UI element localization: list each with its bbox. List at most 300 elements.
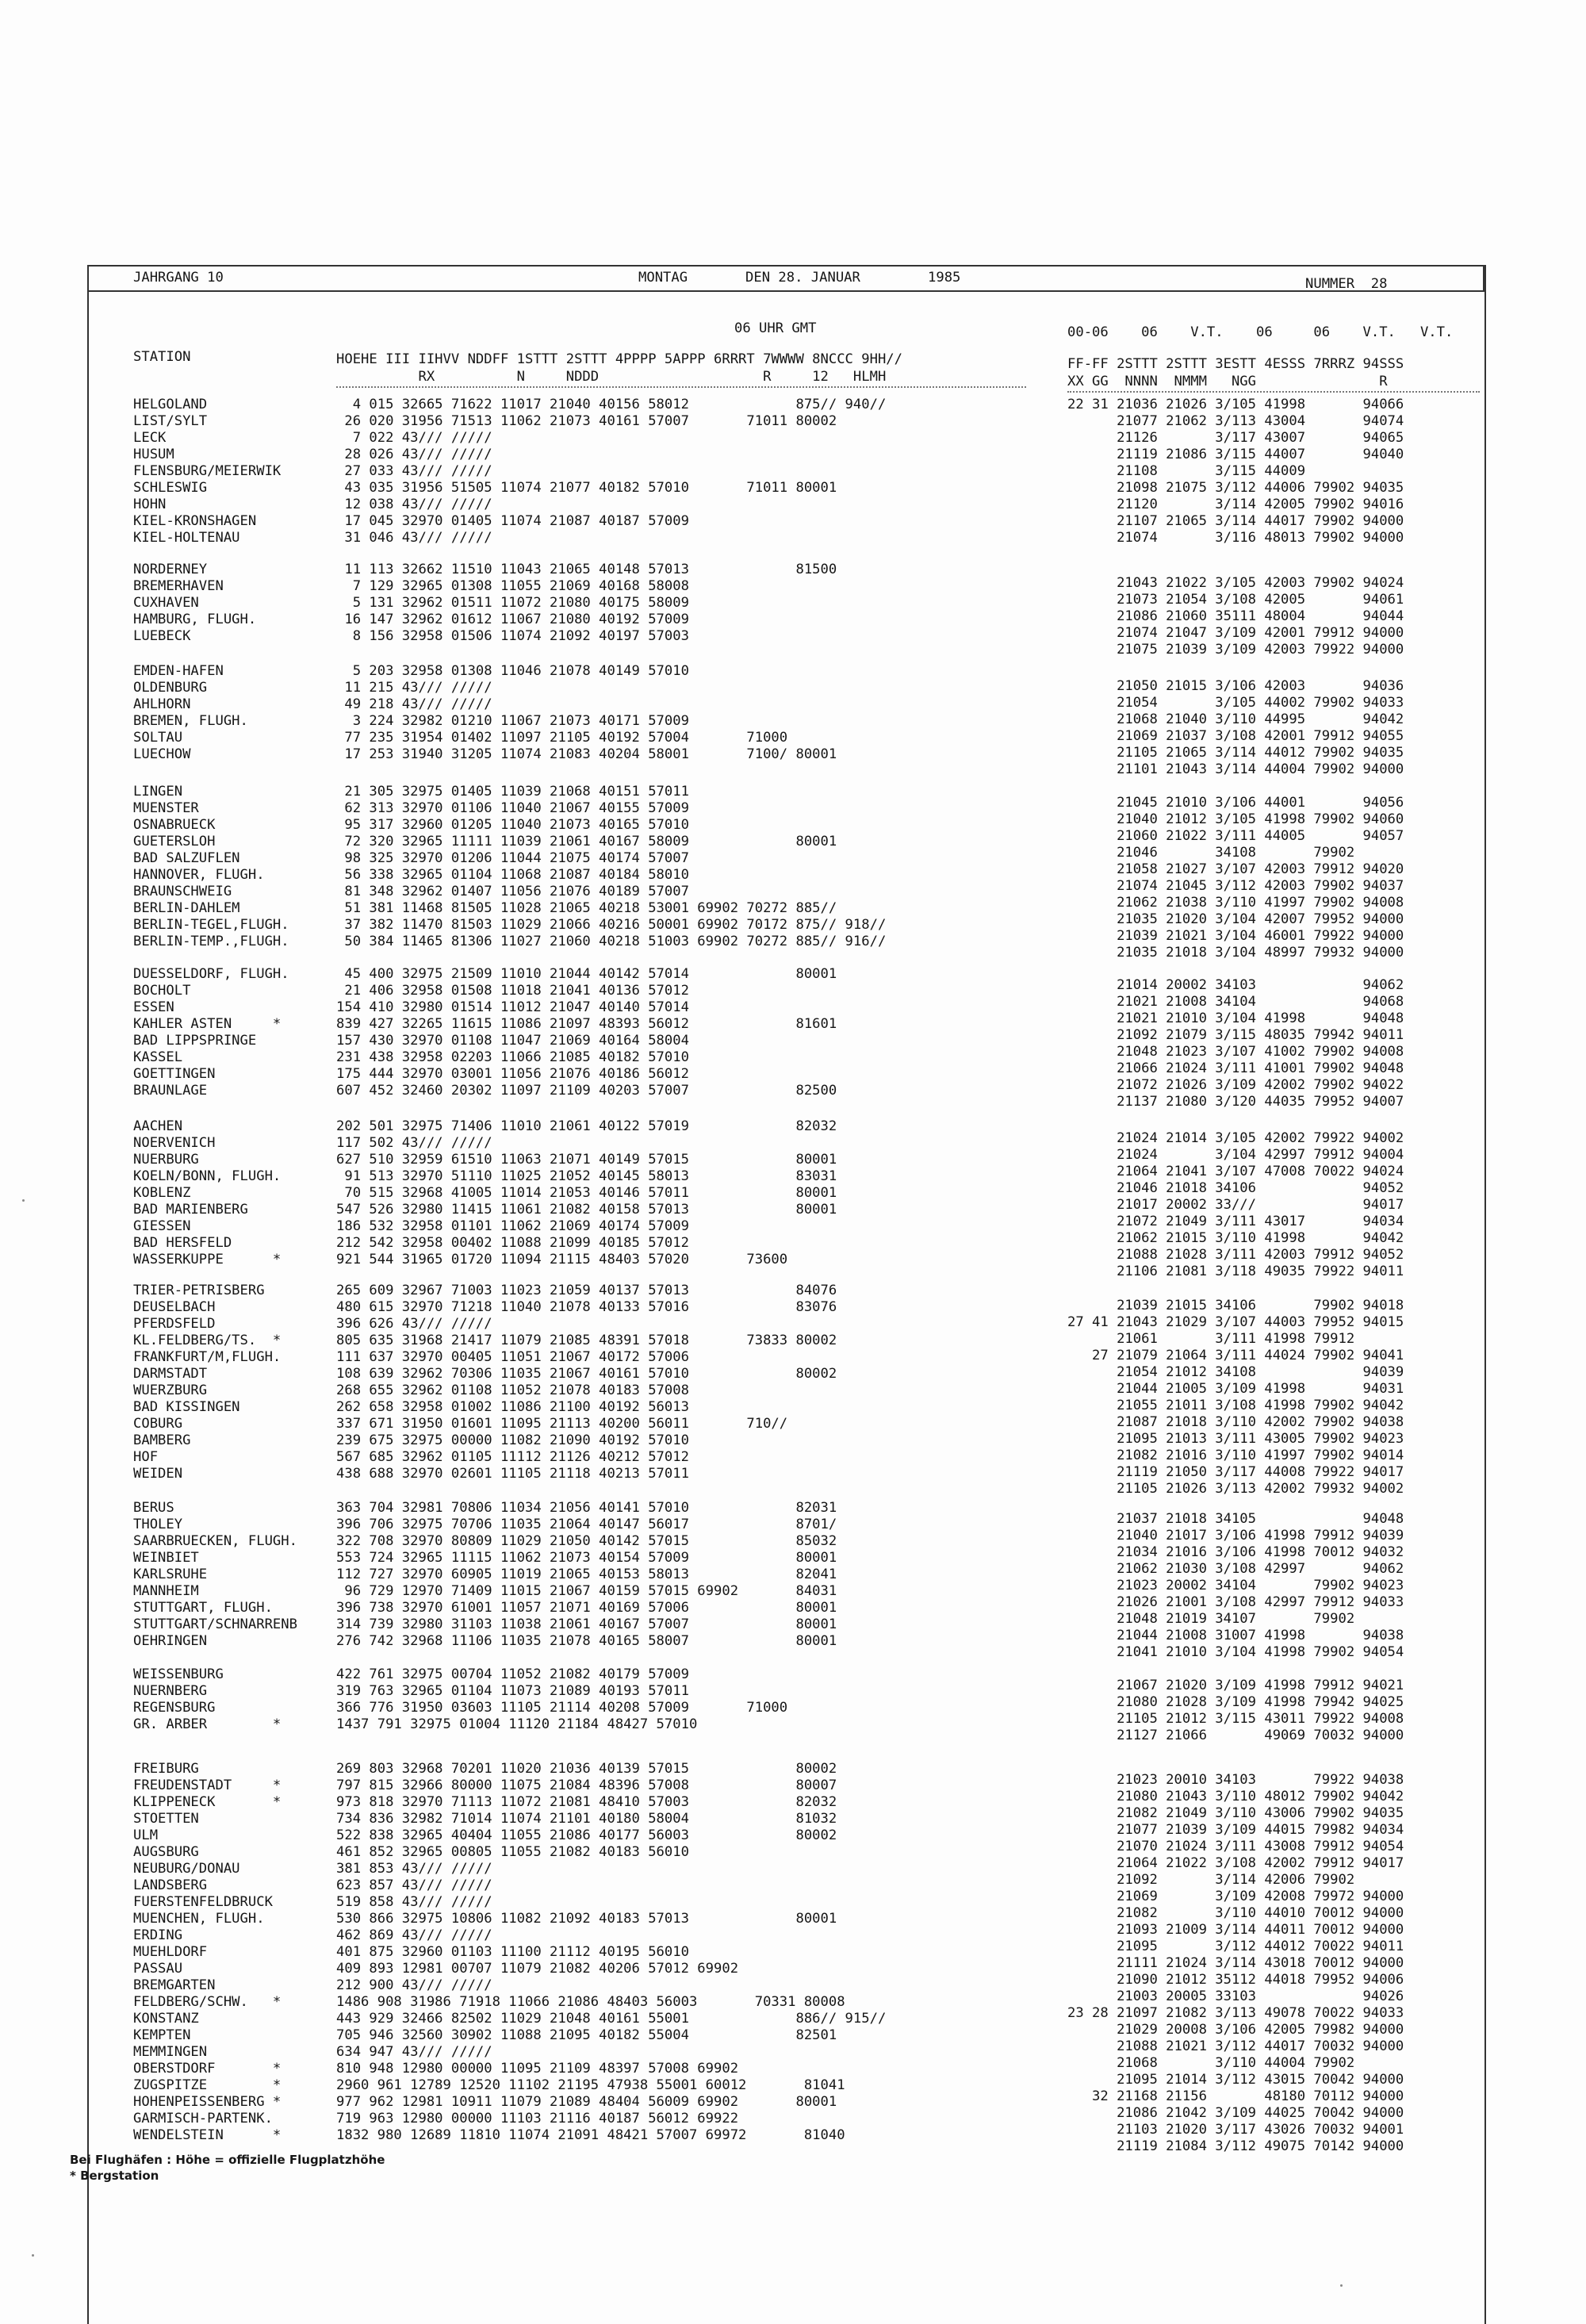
observation-row: 547 526 32980 11415 11061 21082 40158 57013 80001 <box>336 1202 837 1218</box>
observation-row: 634 947 43/// ///// <box>336 2044 492 2060</box>
summary-row: 21024 21014 3/105 42002 79922 94002 <box>1067 1130 1404 1146</box>
observation-row: 627 510 32959 61510 11063 21071 40149 57015 80001 <box>336 1152 837 1168</box>
observation-row: 28 026 43/// ///// <box>336 447 492 462</box>
summary-row: 21054 3/105 44002 79902 94033 <box>1067 695 1404 711</box>
summary-row: 21086 21060 35111 48004 94044 <box>1067 608 1404 624</box>
column-codes-left-2: RX N NDDD R 12 HLMH <box>336 369 887 385</box>
summary-row: 21092 21079 3/115 48035 79942 94011 <box>1067 1027 1404 1043</box>
observation-row: 231 438 32958 02203 11066 21085 40182 57010 <box>336 1049 689 1065</box>
station-name: OEHRINGEN <box>133 1633 208 1649</box>
station-name: BERUS <box>133 1500 174 1516</box>
summary-row: 21023 20002 34104 79902 94023 <box>1067 1578 1404 1593</box>
summary-row: 21082 3/110 44010 70012 94000 <box>1067 1905 1404 1921</box>
footnote-airport-height: Bei Flughäfen : Höhe = offizielle Flugplatzhöhe <box>70 2153 385 2167</box>
station-name: KARLSRUHE <box>133 1567 208 1582</box>
observation-row: 5 131 32962 01511 11072 21080 40175 58009 <box>336 595 689 611</box>
observation-row: 49 218 43/// ///// <box>336 696 492 712</box>
observation-row: 186 532 32958 01101 11062 21069 40174 57009 <box>336 1218 689 1234</box>
observation-row: 797 815 32966 80000 11075 21084 48396 57008 80007 <box>336 1778 837 1793</box>
station-name: GOETTINGEN <box>133 1066 216 1082</box>
station-name: BERLIN-TEGEL,FLUGH. <box>133 917 289 933</box>
station-name: FELDBERG/SCHW. * <box>133 1994 282 2010</box>
station-name: BAD LIPPSPRINGE <box>133 1033 257 1049</box>
observation-row: 567 685 32962 01105 11112 21126 40212 57012 <box>336 1449 689 1465</box>
summary-row: 21035 21020 3/104 42007 79952 94000 <box>1067 911 1404 927</box>
observation-row: 50 384 11465 81306 11027 21060 40218 51003 69902 70272 885// 916// <box>336 934 887 949</box>
observation-row: 175 444 32970 03001 11056 21076 40186 56012 <box>336 1066 689 1082</box>
summary-row: 21037 21018 34105 94048 <box>1067 1511 1404 1527</box>
summary-row: 21041 21010 3/104 41998 79902 94054 <box>1067 1644 1404 1660</box>
observation-row: 111 637 32970 00405 11051 21067 40172 57006 <box>336 1349 689 1365</box>
summary-row: 21064 21022 3/108 42002 79912 94017 <box>1067 1855 1404 1871</box>
observation-row: 95 317 32960 01205 11040 21073 40165 57010 <box>336 817 689 833</box>
station-name: MEMMINGEN <box>133 2044 208 2060</box>
summary-row: 21074 21047 3/109 42001 79912 94000 <box>1067 625 1404 641</box>
station-name: KLIPPENECK * <box>133 1794 282 1810</box>
summary-row: 21062 21015 3/110 41998 94042 <box>1067 1230 1404 1246</box>
summary-row: 21023 20010 34103 79922 94038 <box>1067 1772 1404 1788</box>
station-name: NOERVENICH <box>133 1135 216 1151</box>
observation-row: 396 626 43/// ///// <box>336 1316 492 1332</box>
station-name: LANDSBERG <box>133 1877 208 1893</box>
summary-row: 21105 21026 3/113 42002 79932 94002 <box>1067 1481 1404 1497</box>
summary-row: 21098 21075 3/112 44006 79902 94035 <box>1067 480 1404 496</box>
station-name: KIEL-HOLTENAU <box>133 530 240 546</box>
observation-row: 322 708 32970 80809 11029 21050 40142 57015 85032 <box>336 1533 837 1549</box>
summary-row: 21029 20008 3/106 42005 79982 94000 <box>1067 2022 1404 2038</box>
observation-row: 480 615 32970 71218 11040 21078 40133 57016 83076 <box>336 1299 837 1315</box>
observation-row: 337 671 31950 01601 11095 21113 40200 56011 710// <box>336 1416 788 1432</box>
station-name: STOETTEN <box>133 1811 199 1827</box>
summary-row: 21077 21062 3/113 43004 94074 <box>1067 413 1404 429</box>
observation-row: 314 739 32980 31103 11038 21061 40167 57007 80001 <box>336 1616 837 1632</box>
station-name: SCHLESWIG <box>133 480 208 496</box>
summary-row: 21106 21081 3/118 49035 79922 94011 <box>1067 1264 1404 1279</box>
station-name: DEUSELBACH <box>133 1299 216 1315</box>
observation-row: 157 430 32970 01108 11047 21069 40164 58004 <box>336 1033 689 1049</box>
summary-row: 27 41 21043 21029 3/107 44003 79952 94015 <box>1067 1314 1404 1330</box>
station-name: LUECHOW <box>133 746 191 762</box>
station-column-header: STATION <box>133 349 191 365</box>
station-name: HAMBURG, FLUGH. <box>133 612 257 627</box>
observation-row: 37 382 11470 81503 11029 21066 40216 50001 69902 70172 875// 918// <box>336 917 887 933</box>
station-name: BAD KISSINGEN <box>133 1399 240 1415</box>
station-name: NORDERNEY <box>133 562 208 577</box>
observation-row: 396 738 32970 61001 11057 21071 40169 57006 80001 <box>336 1600 837 1616</box>
summary-row: 21021 21008 34104 94068 <box>1067 994 1404 1010</box>
summary-row: 21026 21001 3/108 42997 79912 94033 <box>1067 1594 1404 1610</box>
station-name: AACHEN <box>133 1118 183 1134</box>
observation-row: 239 675 32975 00000 11082 21090 40192 57010 <box>336 1432 689 1448</box>
summary-row: 21058 21027 3/107 42003 79912 94020 <box>1067 861 1404 877</box>
observation-row: 112 727 32970 60905 11019 21065 40153 58013 82041 <box>336 1567 837 1582</box>
summary-row: 21064 21041 3/107 47008 70022 94024 <box>1067 1164 1404 1179</box>
station-name: GUETERSLOH <box>133 834 216 849</box>
station-name: NEUBURG/DONAU <box>133 1861 240 1877</box>
summary-row: 21048 21019 34107 79902 <box>1067 1611 1355 1627</box>
summary-row: 21087 21018 3/110 42002 79902 94038 <box>1067 1414 1404 1430</box>
summary-row: 21103 21020 3/117 43026 70032 94001 <box>1067 2122 1404 2138</box>
observation-row: 43 035 31956 51505 11074 21077 40182 57010 71011 80001 <box>336 480 837 496</box>
observation-row: 269 803 32968 70201 11020 21036 40139 57015 80002 <box>336 1761 837 1777</box>
station-name: MUENSTER <box>133 800 199 816</box>
summary-row: 21069 3/109 42008 79972 94000 <box>1067 1889 1404 1904</box>
observation-row: 262 658 32958 01002 11086 21100 40192 56013 <box>336 1399 689 1415</box>
station-name: ZUGSPITZE * <box>133 2077 282 2093</box>
observation-row: 27 033 43/// ///// <box>336 463 492 479</box>
summary-row: 21062 21038 3/110 41997 79902 94008 <box>1067 895 1404 911</box>
summary-row: 21137 21080 3/120 44035 79952 94007 <box>1067 1094 1404 1110</box>
observation-row: 719 963 12980 00000 11103 21116 40187 56012 69922 <box>336 2111 739 2126</box>
observation-row: 805 635 31968 21417 11079 21085 48391 57018 73833 80002 <box>336 1333 837 1348</box>
summary-row: 21088 21021 3/112 44017 70032 94000 <box>1067 2038 1404 2054</box>
summary-row: 27 21079 21064 3/111 44024 79902 94041 <box>1067 1348 1404 1363</box>
station-name: KEMPTEN <box>133 2027 191 2043</box>
summary-row: 21044 21005 3/109 41998 94031 <box>1067 1381 1404 1397</box>
observation-row: 51 381 11468 81505 11028 21065 40218 53001 69902 70272 885// <box>336 900 837 916</box>
summary-row: 21105 21012 3/115 43011 79922 94008 <box>1067 1711 1404 1727</box>
summary-row: 21068 3/110 44004 79902 <box>1067 2055 1355 2071</box>
station-name: KASSEL <box>133 1049 183 1065</box>
station-name: PFERDSFELD <box>133 1316 216 1332</box>
summary-row: 21046 21018 34106 94052 <box>1067 1180 1404 1196</box>
station-name: HELGOLAND <box>133 397 208 412</box>
station-name: BREMERHAVEN <box>133 578 224 594</box>
observation-row: 366 776 31950 03603 11105 21114 40208 57009 71000 <box>336 1700 788 1716</box>
summary-row: 21074 21045 3/112 42003 79902 94037 <box>1067 878 1404 894</box>
station-name: MANNHEIM <box>133 1583 199 1599</box>
summary-row: 21108 3/115 44009 <box>1067 463 1306 479</box>
station-name: EMDEN-HAFEN <box>133 663 224 679</box>
observation-row: 17 253 31940 31205 11074 21083 40204 58001 7100/ 80001 <box>336 746 837 762</box>
station-name: OLDENBURG <box>133 680 208 696</box>
station-name: AUGSBURG <box>133 1844 199 1860</box>
observation-row: 401 875 32960 01103 11100 21112 40195 56010 <box>336 1944 689 1960</box>
observation-row: 522 838 32965 40404 11055 21086 40177 56003 80002 <box>336 1827 837 1843</box>
station-name: KOELN/BONN, FLUGH. <box>133 1168 282 1184</box>
summary-row: 21040 21017 3/106 41998 79912 94039 <box>1067 1528 1404 1544</box>
station-name: LIST/SYLT <box>133 413 208 429</box>
column-codes-right-2: XX GG NNNN NMMM NGG R <box>1067 374 1388 389</box>
station-name: FREUDENSTADT * <box>133 1778 282 1793</box>
observation-row: 623 857 43/// ///// <box>336 1877 492 1893</box>
observation-row: 108 639 32962 70306 11035 21067 40161 57010 80002 <box>336 1366 837 1382</box>
station-name: WASSERKUPPE * <box>133 1252 282 1267</box>
station-name: GR. ARBER * <box>133 1716 282 1732</box>
observation-row: 2960 961 12789 12520 11102 21195 47938 55001 60012 81041 <box>336 2077 845 2093</box>
station-name: KAHLER ASTEN * <box>133 1016 282 1032</box>
observation-row: 530 866 32975 10806 11082 21092 40183 57013 80001 <box>336 1911 837 1927</box>
observation-row: 607 452 32460 20302 11097 21109 40203 57007 82500 <box>336 1083 837 1099</box>
header-rule-right <box>1067 391 1480 393</box>
observation-row: 438 688 32970 02601 11105 21118 40213 57011 <box>336 1466 689 1482</box>
station-name: WEIDEN <box>133 1466 183 1482</box>
station-name: BRAUNLAGE <box>133 1083 208 1099</box>
observation-row: 98 325 32970 01206 11044 21075 40174 57007 <box>336 850 689 866</box>
column-group-right: 00-06 06 V.T. 06 06 V.T. V.T. <box>1067 324 1454 340</box>
station-name: FREIBURG <box>133 1761 199 1777</box>
summary-row: 32 21168 21156 48180 70112 94000 <box>1067 2088 1404 2104</box>
station-name: GARMISCH-PARTENK. <box>133 2111 273 2126</box>
summary-row: 21067 21020 3/109 41998 79912 94021 <box>1067 1678 1404 1693</box>
observation-row: 839 427 32265 11615 11086 21097 48393 56012 81601 <box>336 1016 837 1032</box>
date-label: DEN 28. JANUAR <box>745 270 860 286</box>
observation-row: 1437 791 32975 01004 11120 21184 48427 57010 <box>336 1716 698 1732</box>
summary-row: 21073 21054 3/108 42005 94061 <box>1067 592 1404 608</box>
station-name: MUEHLDORF <box>133 1944 208 1960</box>
station-name: CUXHAVEN <box>133 595 199 611</box>
summary-row: 21066 21024 3/111 41001 79902 94048 <box>1067 1060 1404 1076</box>
summary-row: 21095 21013 3/111 43005 79902 94023 <box>1067 1431 1404 1447</box>
summary-row: 21072 21049 3/111 43017 94034 <box>1067 1214 1404 1229</box>
summary-row: 21119 21084 3/112 49075 70142 94000 <box>1067 2138 1404 2154</box>
observation-row: 70 515 32968 41005 11014 21053 40146 57011 80001 <box>336 1185 837 1201</box>
observation-row: 11 215 43/// ///// <box>336 680 492 696</box>
station-name: ERDING <box>133 1927 183 1943</box>
summary-row: 21111 21024 3/114 43018 70012 94000 <box>1067 1955 1404 1971</box>
station-name: KOBLENZ <box>133 1185 191 1201</box>
summary-row: 22 31 21036 21026 3/105 41998 94066 <box>1067 397 1404 412</box>
observation-row: 56 338 32965 01104 11068 21087 40184 58010 <box>336 867 689 883</box>
station-name: KL.FELDBERG/TS. * <box>133 1333 282 1348</box>
issue-number: NUMMER 28 <box>1305 276 1388 292</box>
observation-row: 4 015 32665 71622 11017 21040 40156 58012 875// 940// <box>336 397 887 412</box>
observation-row: 26 020 31956 71513 11062 21073 40161 57007 71011 80002 <box>336 413 837 429</box>
station-name: STUTTGART/SCHNARRENB <box>133 1616 297 1632</box>
observation-row: 553 724 32965 11115 11062 21073 40154 57009 80001 <box>336 1550 837 1566</box>
station-name: OSNABRUECK <box>133 817 216 833</box>
summary-row: 21017 20002 33/// 94017 <box>1067 1197 1404 1213</box>
observation-row: 461 852 32965 00805 11055 21082 40183 56010 <box>336 1844 689 1860</box>
observation-row: 31 046 43/// ///// <box>336 530 492 546</box>
station-name: ULM <box>133 1827 159 1843</box>
station-name: HOHENPEISSENBERG * <box>133 2094 282 2110</box>
station-name: WUERZBURG <box>133 1383 208 1398</box>
summary-row: 21088 21028 3/111 42003 79912 94052 <box>1067 1247 1404 1263</box>
observation-row: 77 235 31954 01402 11097 21105 40192 57004 71000 <box>336 730 788 746</box>
observation-row: 268 655 32962 01108 11052 21078 40183 57008 <box>336 1383 689 1398</box>
column-group-left: 06 UHR GMT <box>734 320 817 336</box>
summary-row: 21086 21042 3/109 44025 70042 94000 <box>1067 2105 1404 2121</box>
station-name: NUERNBERG <box>133 1683 208 1699</box>
observation-row: 154 410 32980 01514 11012 21047 40140 57014 <box>336 999 689 1015</box>
summary-row: 21127 21066 49069 70032 94000 <box>1067 1728 1404 1743</box>
summary-row: 21014 20002 34103 94062 <box>1067 977 1404 993</box>
station-name: AHLHORN <box>133 696 191 712</box>
station-name: BERLIN-TEMP.,FLUGH. <box>133 934 289 949</box>
observation-row: 1832 980 12689 11810 11074 21091 48421 57007 69972 81040 <box>336 2127 845 2143</box>
observation-row: 202 501 32975 71406 11010 21061 40122 57019 82032 <box>336 1118 837 1134</box>
observation-row: 81 348 32962 01407 11056 21076 40189 57007 <box>336 884 689 899</box>
station-name: BAD MARIENBERG <box>133 1202 248 1218</box>
station-name: ESSEN <box>133 999 174 1015</box>
station-name: BAD HERSFELD <box>133 1235 232 1251</box>
summary-row: 21072 21026 3/109 42002 79902 94022 <box>1067 1077 1404 1093</box>
observation-row: 45 400 32975 21509 11010 21044 40142 57014 80001 <box>336 966 837 982</box>
station-name: FRANKFURT/M,FLUGH. <box>133 1349 282 1365</box>
observation-row: 705 946 32560 30902 11088 21095 40182 55004 82501 <box>336 2027 837 2043</box>
station-name: KONSTANZ <box>133 2011 199 2027</box>
summary-row: 21093 21009 3/114 44011 70012 94000 <box>1067 1922 1404 1938</box>
station-name: BREMEN, FLUGH. <box>133 713 248 729</box>
summary-row: 21075 21039 3/109 42003 79922 94000 <box>1067 642 1404 658</box>
station-name: COBURG <box>133 1416 183 1432</box>
summary-row: 21069 21037 3/108 42001 79912 94055 <box>1067 728 1404 744</box>
station-name: THOLEY <box>133 1517 183 1532</box>
summary-row: 21092 3/114 42006 79902 <box>1067 1872 1355 1888</box>
summary-row: 21080 21043 3/110 48012 79902 94042 <box>1067 1789 1404 1804</box>
observation-row: 363 704 32981 70806 11034 21056 40141 57010 82031 <box>336 1500 837 1516</box>
summary-row: 21061 3/111 41998 79912 <box>1067 1331 1355 1347</box>
observation-row: 72 320 32965 11111 11039 21061 40167 58009 80001 <box>336 834 837 849</box>
summary-row: 21055 21011 3/108 41998 79902 94042 <box>1067 1398 1404 1413</box>
station-name: OBERSTDORF * <box>133 2061 282 2077</box>
summary-row: 21082 21049 3/110 43006 79902 94035 <box>1067 1805 1404 1821</box>
summary-row: 21044 21008 31007 41998 94038 <box>1067 1628 1404 1643</box>
station-name: BERLIN-DAHLEM <box>133 900 240 916</box>
observation-row: 96 729 12970 71409 11015 21067 40159 57015 69902 84031 <box>336 1583 837 1599</box>
station-name: HUSUM <box>133 447 174 462</box>
observation-row: 21 406 32958 01508 11018 21041 40136 57012 <box>336 983 689 999</box>
station-name: REGENSBURG <box>133 1700 216 1716</box>
summary-row: 21082 21016 3/110 41997 79902 94014 <box>1067 1448 1404 1463</box>
observation-row: 734 836 32982 71014 11074 21101 40180 58004 81032 <box>336 1811 837 1827</box>
station-name: SAARBRUECKEN, FLUGH. <box>133 1533 297 1549</box>
station-name: HOF <box>133 1449 159 1465</box>
summary-row: 21039 21021 3/104 46001 79922 94000 <box>1067 928 1404 944</box>
observation-row: 21 305 32975 01405 11039 21068 40151 57011 <box>336 784 689 800</box>
observation-row: 977 962 12981 10911 11079 21089 48404 56009 69902 80001 <box>336 2094 837 2110</box>
station-name: GIESSEN <box>133 1218 191 1234</box>
observation-row: 422 761 32975 00704 11052 21082 40179 57009 <box>336 1666 689 1682</box>
year-label: 1985 <box>928 270 961 286</box>
observation-row: 1486 908 31986 71918 11066 21086 48403 56003 70331 80008 <box>336 1994 845 2010</box>
station-name: WENDELSTEIN * <box>133 2127 282 2143</box>
summary-row: 21003 20005 33103 94026 <box>1067 1988 1404 2004</box>
column-codes-left-1: HOEHE III IIHVV NDDFF 1STTT 2STTT 4PPPP 5APPP 6RRRT 7WWWW 8NCCC 9HH// <box>336 351 902 367</box>
station-name: WEINBIET <box>133 1550 199 1566</box>
summary-row: 21074 3/116 48013 79902 94000 <box>1067 530 1404 546</box>
observation-row: 409 893 12981 00707 11079 21082 40206 57012 69902 <box>336 1961 739 1977</box>
footnote-mountain-station: * Bergstation <box>70 2169 159 2183</box>
scan-speck <box>22 1199 25 1202</box>
observation-row: 810 948 12980 00000 11095 21109 48397 57008 69902 <box>336 2061 739 2077</box>
summary-row: 21090 21012 35112 44018 79952 94006 <box>1067 1972 1404 1988</box>
scan-speck <box>32 2254 34 2257</box>
station-name: HOHN <box>133 497 167 512</box>
station-name: BAD SALZUFLEN <box>133 850 240 866</box>
observation-row: 462 869 43/// ///// <box>336 1927 492 1943</box>
observation-row: 396 706 32975 70706 11035 21064 40147 56017 8701/ <box>336 1517 837 1532</box>
summary-row: 21050 21015 3/106 42003 94036 <box>1067 678 1404 694</box>
observation-row: 381 853 43/// ///// <box>336 1861 492 1877</box>
observation-row: 91 513 32970 51110 11025 21052 40145 58013 83031 <box>336 1168 837 1184</box>
station-name: DARMSTADT <box>133 1366 208 1382</box>
observation-row: 921 544 31965 01720 11094 21115 48403 57020 73600 <box>336 1252 788 1267</box>
station-name: DUESSELDORF, FLUGH. <box>133 966 289 982</box>
station-name: SOLTAU <box>133 730 183 746</box>
summary-row: 21126 3/117 43007 94065 <box>1067 430 1404 446</box>
observation-row: 8 156 32958 01506 11074 21092 40197 57003 <box>336 628 689 644</box>
observation-row: 973 818 32970 71113 11072 21081 48410 57003 82032 <box>336 1794 837 1810</box>
observation-row: 3 224 32982 01210 11067 21073 40171 57009 <box>336 713 689 729</box>
summary-row: 21045 21010 3/106 44001 94056 <box>1067 795 1404 811</box>
summary-row: 21043 21022 3/105 42003 79902 94024 <box>1067 575 1404 591</box>
observation-row: 16 147 32962 01612 11067 21080 40192 57009 <box>336 612 689 627</box>
station-name: KIEL-KRONSHAGEN <box>133 513 257 529</box>
observation-row: 11 113 32662 11510 11043 21065 40148 57013 81500 <box>336 562 837 577</box>
summary-row: 21077 21039 3/109 44015 79982 94034 <box>1067 1822 1404 1838</box>
summary-row: 21080 21028 3/109 41998 79942 94025 <box>1067 1694 1404 1710</box>
observation-row: 276 742 32968 11106 11035 21078 40165 58007 80001 <box>336 1633 837 1649</box>
summary-row: 21035 21018 3/104 48997 79932 94000 <box>1067 945 1404 961</box>
station-name: FUERSTENFELDBRUCK <box>133 1894 273 1910</box>
station-name: WEISSENBURG <box>133 1666 224 1682</box>
observation-row: 12 038 43/// ///// <box>336 497 492 512</box>
station-name: HANNOVER, FLUGH. <box>133 867 265 883</box>
observation-row: 62 313 32970 01106 11040 21067 40155 57009 <box>336 800 689 816</box>
summary-row: 21048 21023 3/107 41002 79902 94008 <box>1067 1044 1404 1060</box>
observation-row: 5 203 32958 01308 11046 21078 40149 57010 <box>336 663 689 679</box>
summary-row: 21054 21012 34108 94039 <box>1067 1364 1404 1380</box>
observation-row: 319 763 32965 01104 11073 21089 40193 57011 <box>336 1683 689 1699</box>
summary-row: 21062 21030 3/108 42997 94062 <box>1067 1561 1404 1577</box>
station-name: LUEBECK <box>133 628 191 644</box>
station-name: BREMGARTEN <box>133 1977 216 1993</box>
summary-row: 21021 21010 3/104 41998 94048 <box>1067 1011 1404 1026</box>
station-name: STUTTGART, FLUGH. <box>133 1600 273 1616</box>
observation-row: 17 045 32970 01405 11074 21087 40187 57009 <box>336 513 689 529</box>
summary-row: 21046 34108 79902 <box>1067 845 1355 861</box>
station-name: MUENCHEN, FLUGH. <box>133 1911 265 1927</box>
observation-row: 7 022 43/// ///// <box>336 430 492 446</box>
summary-row: 23 28 21097 21082 3/113 49078 70022 94033 <box>1067 2005 1404 2021</box>
summary-row: 21039 21015 34106 79902 94018 <box>1067 1298 1404 1313</box>
observation-row: 117 502 43/// ///// <box>336 1135 492 1151</box>
volume-label: JAHRGANG 10 <box>133 270 224 286</box>
summary-row: 21070 21024 3/111 43008 79912 94054 <box>1067 1839 1404 1854</box>
summary-row: 21068 21040 3/110 44995 94042 <box>1067 711 1404 727</box>
summary-row: 21040 21012 3/105 41998 79902 94060 <box>1067 811 1404 827</box>
observation-row: 443 929 32466 82502 11029 21048 40161 55001 886// 915// <box>336 2011 887 2027</box>
summary-row: 21095 21014 3/112 43015 70042 94000 <box>1067 2072 1404 2088</box>
observation-row: 519 858 43/// ///// <box>336 1894 492 1910</box>
observation-row: 212 542 32958 00402 11088 21099 40185 57012 <box>336 1235 689 1251</box>
summary-row: 21105 21065 3/114 44012 79902 94035 <box>1067 745 1404 761</box>
station-name: BAMBERG <box>133 1432 191 1448</box>
station-name: FLENSBURG/MEIERWIK <box>133 463 282 479</box>
station-name: LECK <box>133 430 167 446</box>
station-name: TRIER-PETRISBERG <box>133 1283 265 1298</box>
summary-row: 21120 3/114 42005 79902 94016 <box>1067 497 1404 512</box>
station-name: PASSAU <box>133 1961 183 1977</box>
station-name: NUERBURG <box>133 1152 199 1168</box>
summary-row: 21101 21043 3/114 44004 79902 94000 <box>1067 761 1404 777</box>
weekday-label: MONTAG <box>638 270 688 286</box>
observation-row: 212 900 43/// ///// <box>336 1977 492 1993</box>
summary-row: 21034 21016 3/106 41998 70012 94032 <box>1067 1544 1404 1560</box>
summary-row: 21107 21065 3/114 44017 79902 94000 <box>1067 513 1404 529</box>
summary-row: 21060 21022 3/111 44005 94057 <box>1067 828 1404 844</box>
station-name: BRAUNSCHWEIG <box>133 884 232 899</box>
station-name: LINGEN <box>133 784 183 800</box>
summary-row: 21095 3/112 44012 70022 94011 <box>1067 1939 1404 1954</box>
column-codes-right-1: FF-FF 2STTT 2STTT 3ESTT 4ESSS 7RRRZ 94SSS <box>1067 356 1404 372</box>
observation-row: 265 609 32967 71003 11023 21059 40137 57013 84076 <box>336 1283 837 1298</box>
summary-row: 21119 21086 3/115 44007 94040 <box>1067 447 1404 462</box>
observation-row: 7 129 32965 01308 11055 21069 40168 58008 <box>336 578 689 594</box>
station-name: BOCHOLT <box>133 983 191 999</box>
